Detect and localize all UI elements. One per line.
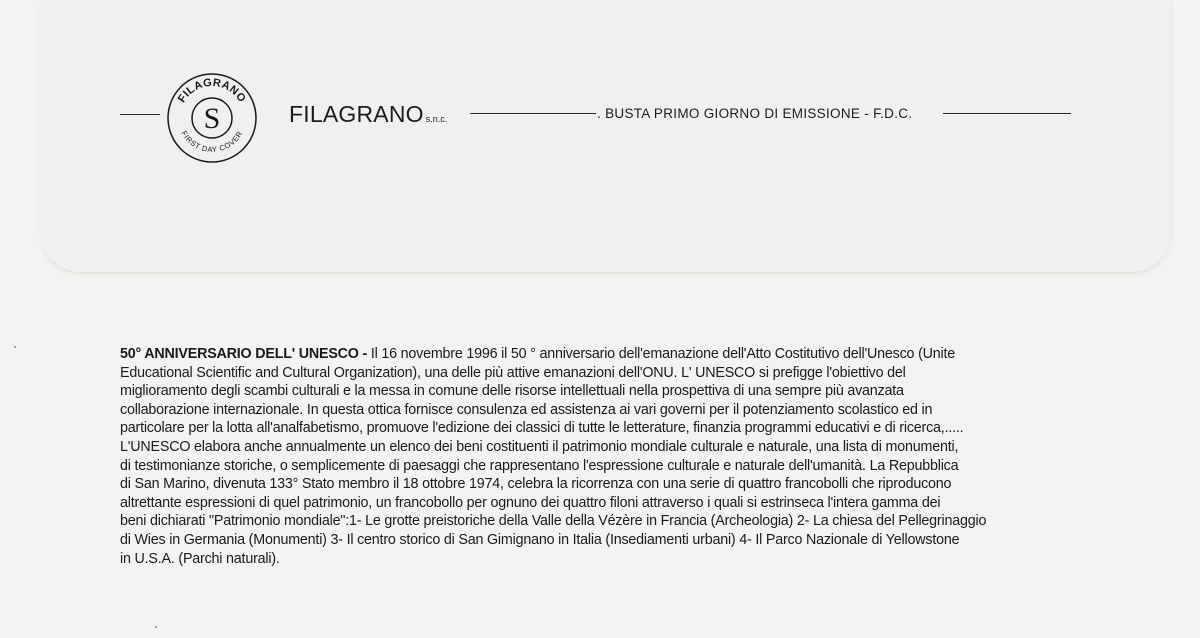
text-heading: 50° ANNIVERSARIO DELL' UNESCO - [120, 346, 368, 362]
text-line: beni dichiarati "Patrimonio mondiale":1- Le grotte preistoriche della Valle della Vézère in Francia (Archeologia) 2- La chiesa del Pellegrinaggio [120, 513, 987, 530]
text-line: particolare per la lotta all'analfabetismo, promuove l'edizione dei classici di tutte le letterature, finanzia programmi educativi e di ricerca,..... [120, 420, 964, 437]
text-line: in U.S.A. (Parchi naturali). [120, 550, 280, 567]
right-rule [943, 113, 1071, 114]
brand-name [289, 101, 447, 128]
text-line: collaborazione internazionale. In questa ottica fornisce consulenza ed assistenza ai vari governi per il potenziamento scolastico ed in [120, 401, 933, 418]
text-line: di San Marino, divenuta 133° Stato membro il 18 ottobre 1974, celebra la ricorrenza con una serie di quattro francobolli che riproducono [120, 476, 952, 493]
brand-text: FILAGRANO [289, 101, 424, 127]
text-line: 50° ANNIVERSARIO DELL' UNESCO - Il 16 novembre 1996 il 50 ° anniversario dell'emanazione dell'Atto Costitutivo dell'Unesco (Unite [120, 346, 956, 362]
description-text [120, 345, 1100, 568]
text-line: miglioramento degli scambi culturali e la messa in comune delle risorse intellettuali nella prospettiva di una sempre più avanzata [120, 383, 904, 400]
paper-speck [155, 626, 157, 628]
paper-speck [14, 346, 16, 348]
svg-text:FILAGRANO [176, 77, 248, 105]
text-line: L'UNESCO elabora anche annualmente un elenco dei beni costituenti il patrimonio mondiale culturale e naturale, una lista di monumenti, [120, 438, 959, 455]
left-rule [120, 114, 160, 115]
text-line: altrettante espressioni di quel patrimonio, un francobollo per ognuno dei quattro filoni attraverso i quali si estrinseca l'intera gamma dei [120, 494, 941, 511]
logo-top-text: FILAGRANO [175, 76, 249, 105]
filagrano-logo [166, 72, 258, 164]
middle-rule [470, 113, 596, 114]
text-line: Educational Scientific and Cultural Organization), una delle più attive emanazioni dell'ONU. L' UNESCO si prefigge l'obiettivo del [120, 364, 906, 381]
logo-letter: S [203, 102, 221, 135]
logo-bottom-text: FIRST DAY COVER [179, 129, 245, 155]
text-line: di testimonianze storiche, o semplicemente di paesaggi che rappresentano l'espressione culturale e naturale dell'umanità. La Repubblica [120, 457, 959, 474]
fdc-subtitle: . BUSTA PRIMO GIORNO DI EMISSIONE - F.D.C. [597, 106, 913, 121]
text-line: di Wies in Germania (Monumenti) 3- Il centro storico di San Gimignano in Italia (Insediamenti urbani) 4- Il Parco Nazionale di Yellowstone [120, 531, 960, 548]
brand-suffix: s.n.c. [425, 114, 448, 124]
